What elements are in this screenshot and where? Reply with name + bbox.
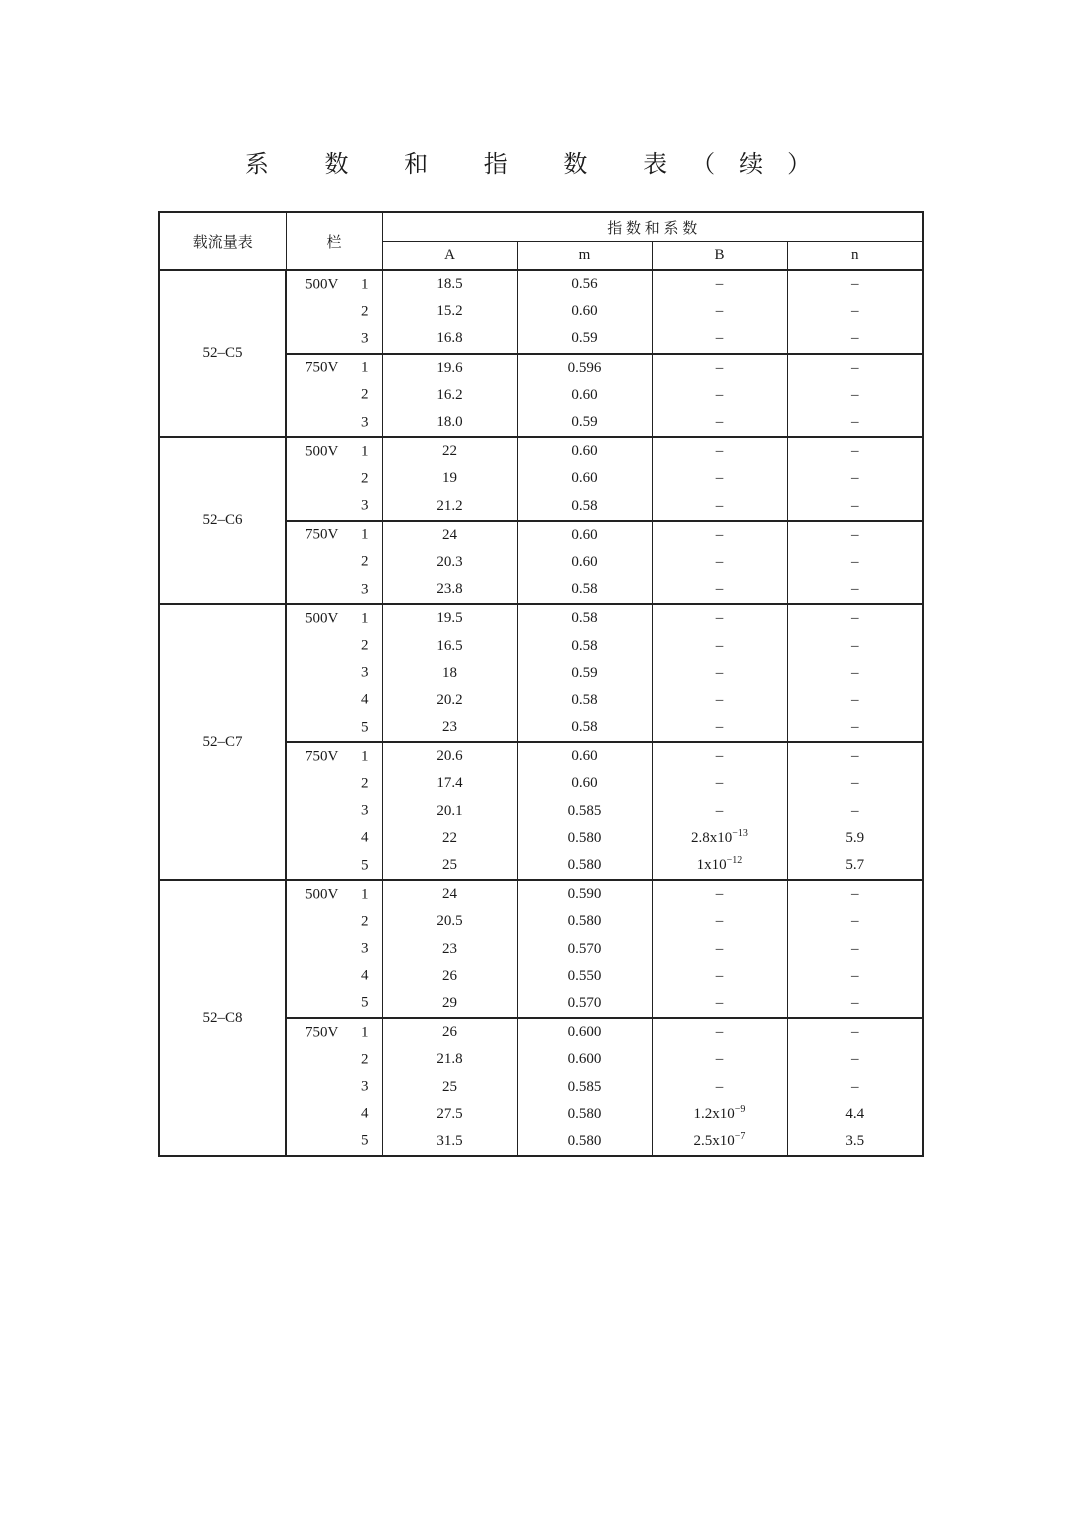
voltage-label: 500V — [305, 276, 339, 293]
value-a: 18 — [382, 660, 517, 687]
value-m: 0.596 — [517, 354, 652, 382]
value-n: 4.4 — [787, 1101, 923, 1128]
value-b — [652, 880, 787, 908]
value-a: 18.0 — [382, 409, 517, 437]
column-cell — [286, 325, 382, 353]
value-a: 25 — [382, 1073, 517, 1100]
value-m: 0.60 — [517, 521, 652, 549]
row-index: 1 — [361, 886, 369, 903]
value-b-mantissa: – — [715, 581, 724, 598]
value-b — [652, 325, 787, 353]
value-b — [652, 1018, 787, 1046]
voltage-label: 750V — [305, 1024, 339, 1041]
value-b — [652, 742, 787, 770]
value-b-mantissa: – — [715, 470, 724, 487]
header-n: n — [787, 242, 923, 271]
column-cell — [286, 604, 382, 632]
value-a: 29 — [382, 990, 517, 1018]
value-b — [652, 604, 787, 632]
value-m: 0.60 — [517, 770, 652, 797]
value-b-exponent: −9 — [734, 1103, 746, 1115]
value-a: 21.2 — [382, 493, 517, 521]
value-a: 23.8 — [382, 576, 517, 604]
value-b — [652, 687, 787, 714]
value-n: – — [787, 936, 923, 963]
value-n: – — [787, 493, 923, 521]
value-n: – — [787, 770, 923, 797]
column-cell — [286, 1128, 382, 1156]
column-cell — [286, 1018, 382, 1046]
voltage-label: 500V — [305, 443, 339, 460]
row-index: 2 — [361, 553, 369, 570]
value-a: 20.2 — [382, 687, 517, 714]
value-b-exponent: −12 — [726, 855, 743, 867]
row-index: 3 — [361, 581, 369, 598]
value-b — [652, 354, 787, 382]
column-cell — [286, 852, 382, 880]
value-n: 5.9 — [787, 825, 923, 852]
row-index: 2 — [361, 303, 369, 320]
column-cell — [286, 880, 382, 908]
value-a: 19 — [382, 465, 517, 492]
value-n: – — [787, 660, 923, 687]
value-b — [652, 936, 787, 963]
value-n: – — [787, 1018, 923, 1046]
row-index: 3 — [361, 802, 369, 819]
value-b — [652, 990, 787, 1018]
value-n: – — [787, 714, 923, 742]
column-cell — [286, 576, 382, 604]
value-a: 21.8 — [382, 1046, 517, 1073]
value-m: 0.585 — [517, 798, 652, 825]
value-b-mantissa: – — [715, 664, 724, 681]
value-b-mantissa: – — [715, 1078, 724, 1095]
voltage-label: 750V — [305, 359, 339, 376]
value-n: – — [787, 521, 923, 549]
voltage-label: 750V — [305, 748, 339, 765]
value-b-mantissa: – — [715, 276, 724, 293]
value-a: 16.8 — [382, 325, 517, 353]
value-m: 0.60 — [517, 549, 652, 576]
value-b — [652, 1046, 787, 1073]
value-b-mantissa: – — [715, 913, 724, 930]
value-b-mantissa: – — [715, 359, 724, 376]
value-b-mantissa: 1.2x10 — [693, 1105, 735, 1122]
row-index: 3 — [361, 1078, 369, 1095]
value-b-mantissa: 2.5x10 — [693, 1132, 735, 1149]
value-m: 0.56 — [517, 270, 652, 298]
table-row — [159, 437, 923, 465]
value-n: – — [787, 880, 923, 908]
model-cell: 52–C7 — [159, 604, 286, 880]
value-b-mantissa: – — [715, 775, 724, 792]
column-cell — [286, 687, 382, 714]
value-b — [652, 549, 787, 576]
value-b-mantissa: – — [715, 940, 724, 957]
value-b — [652, 770, 787, 797]
value-b-mantissa: – — [715, 967, 724, 984]
column-cell — [286, 382, 382, 409]
value-a: 15.2 — [382, 298, 517, 325]
value-m: 0.570 — [517, 990, 652, 1018]
value-a: 23 — [382, 936, 517, 963]
value-n: – — [787, 742, 923, 770]
value-m: 0.58 — [517, 576, 652, 604]
value-m: 0.60 — [517, 742, 652, 770]
value-n: – — [787, 409, 923, 437]
value-b — [652, 908, 787, 935]
row-index: 4 — [361, 691, 369, 708]
value-b — [652, 1101, 787, 1128]
row-index: 3 — [361, 330, 369, 347]
value-m: 0.58 — [517, 493, 652, 521]
value-b-mantissa: – — [715, 443, 724, 460]
row-index: 2 — [361, 1051, 369, 1068]
column-cell — [286, 521, 382, 549]
value-m: 0.60 — [517, 382, 652, 409]
value-b — [652, 576, 787, 604]
row-index: 5 — [361, 857, 369, 874]
column-cell — [286, 270, 382, 298]
model-cell: 52–C5 — [159, 270, 286, 437]
column-cell — [286, 1101, 382, 1128]
model-cell: 52–C6 — [159, 437, 286, 604]
value-b — [652, 660, 787, 687]
row-index: 2 — [361, 470, 369, 487]
value-n: – — [787, 908, 923, 935]
value-m: 0.600 — [517, 1046, 652, 1073]
row-index: 4 — [361, 829, 369, 846]
value-b-mantissa: – — [715, 526, 724, 543]
row-index: 5 — [361, 1132, 369, 1149]
row-index: 1 — [361, 443, 369, 460]
value-b — [652, 852, 787, 880]
column-cell — [286, 990, 382, 1018]
value-a: 26 — [382, 1018, 517, 1046]
value-b — [652, 963, 787, 990]
column-cell — [286, 770, 382, 797]
voltage-label: 750V — [305, 526, 339, 543]
value-n: – — [787, 687, 923, 714]
value-m: 0.60 — [517, 298, 652, 325]
row-index: 4 — [361, 1105, 369, 1122]
value-m: 0.590 — [517, 880, 652, 908]
value-b-mantissa: – — [715, 610, 724, 627]
column-cell — [286, 825, 382, 852]
value-a: 26 — [382, 963, 517, 990]
value-a: 18.5 — [382, 270, 517, 298]
value-n: – — [787, 549, 923, 576]
value-m: 0.580 — [517, 1101, 652, 1128]
value-m: 0.58 — [517, 632, 652, 659]
value-b-mantissa: – — [715, 330, 724, 347]
header-b: B — [652, 242, 787, 271]
value-n: – — [787, 465, 923, 492]
column-cell — [286, 1046, 382, 1073]
table-body — [159, 270, 923, 1156]
value-n: – — [787, 632, 923, 659]
value-m: 0.58 — [517, 604, 652, 632]
value-n: – — [787, 604, 923, 632]
value-a: 27.5 — [382, 1101, 517, 1128]
value-b — [652, 437, 787, 465]
value-b-mantissa: – — [715, 886, 724, 903]
column-cell — [286, 354, 382, 382]
value-a: 17.4 — [382, 770, 517, 797]
column-cell — [286, 908, 382, 935]
header-column: 栏 — [286, 212, 382, 270]
row-index: 1 — [361, 1024, 369, 1041]
column-cell — [286, 963, 382, 990]
header-table: 载流量表 — [159, 212, 286, 270]
column-cell — [286, 660, 382, 687]
value-n: – — [787, 963, 923, 990]
value-b-mantissa: – — [715, 802, 724, 819]
value-m: 0.58 — [517, 687, 652, 714]
value-a: 16.5 — [382, 632, 517, 659]
model-cell: 52–C8 — [159, 880, 286, 1156]
value-b-mantissa: – — [715, 691, 724, 708]
value-b-mantissa: – — [715, 386, 724, 403]
row-index: 5 — [361, 994, 369, 1011]
value-m: 0.59 — [517, 660, 652, 687]
value-a: 25 — [382, 852, 517, 880]
value-b — [652, 465, 787, 492]
value-m: 0.600 — [517, 1018, 652, 1046]
row-index: 1 — [361, 276, 369, 293]
value-n: – — [787, 576, 923, 604]
value-b-mantissa: – — [715, 994, 724, 1011]
value-a: 19.5 — [382, 604, 517, 632]
value-m: 0.59 — [517, 325, 652, 353]
column-cell — [286, 798, 382, 825]
coefficient-table — [158, 211, 924, 1157]
table-row — [159, 880, 923, 908]
value-b-mantissa: – — [715, 303, 724, 320]
row-index: 1 — [361, 359, 369, 376]
header-m: m — [517, 242, 652, 271]
value-a: 16.2 — [382, 382, 517, 409]
header-a: A — [382, 242, 517, 271]
row-index: 2 — [361, 386, 369, 403]
value-b-mantissa: – — [715, 497, 724, 514]
value-m: 0.580 — [517, 852, 652, 880]
value-b-mantissa: – — [715, 553, 724, 570]
value-b — [652, 493, 787, 521]
value-b — [652, 714, 787, 742]
value-b-exponent: −13 — [732, 827, 748, 839]
row-index: 2 — [361, 913, 369, 930]
value-a: 22 — [382, 825, 517, 852]
value-a: 24 — [382, 880, 517, 908]
value-n: – — [787, 354, 923, 382]
value-n: – — [787, 990, 923, 1018]
value-a: 20.3 — [382, 549, 517, 576]
column-cell — [286, 742, 382, 770]
value-n: – — [787, 298, 923, 325]
voltage-label: 500V — [305, 886, 339, 903]
value-a: 19.6 — [382, 354, 517, 382]
value-b — [652, 825, 787, 852]
row-index: 3 — [361, 497, 369, 514]
value-m: 0.550 — [517, 963, 652, 990]
column-cell — [286, 298, 382, 325]
value-b — [652, 270, 787, 298]
value-b — [652, 1073, 787, 1100]
value-m: 0.60 — [517, 437, 652, 465]
value-a: 22 — [382, 437, 517, 465]
value-a: 20.6 — [382, 742, 517, 770]
value-n: – — [787, 382, 923, 409]
value-m: 0.60 — [517, 465, 652, 492]
column-cell — [286, 632, 382, 659]
value-b-exponent: −7 — [734, 1130, 746, 1142]
value-b — [652, 632, 787, 659]
row-index: 1 — [361, 526, 369, 543]
value-a: 20.1 — [382, 798, 517, 825]
value-b-mantissa: – — [715, 414, 724, 431]
row-index: 2 — [361, 637, 369, 654]
row-index: 1 — [361, 748, 369, 765]
value-n: – — [787, 798, 923, 825]
page-title: 系 数 和 指 数 表（续） — [244, 150, 836, 178]
value-n: 5.7 — [787, 852, 923, 880]
column-cell — [286, 437, 382, 465]
table-row — [159, 604, 923, 632]
column-cell — [286, 1073, 382, 1100]
value-b-mantissa: – — [715, 748, 724, 765]
row-index: 3 — [361, 664, 369, 681]
value-b-mantissa: – — [715, 1051, 724, 1068]
voltage-label: 500V — [305, 610, 339, 627]
value-m: 0.580 — [517, 908, 652, 935]
table-row — [159, 270, 923, 298]
row-index: 3 — [361, 414, 369, 431]
value-b — [652, 798, 787, 825]
value-n: – — [787, 437, 923, 465]
value-n: – — [787, 325, 923, 353]
value-b-mantissa: – — [715, 637, 724, 654]
value-b-mantissa: – — [715, 719, 724, 736]
value-b-mantissa: 1x10 — [696, 857, 727, 874]
row-index: 5 — [361, 719, 369, 736]
header-group: 指 数 和 系 数 — [382, 212, 923, 242]
value-a: 23 — [382, 714, 517, 742]
value-a: 31.5 — [382, 1128, 517, 1156]
column-cell — [286, 493, 382, 521]
value-m: 0.580 — [517, 1128, 652, 1156]
column-cell — [286, 549, 382, 576]
row-index: 3 — [361, 940, 369, 957]
value-a: 24 — [382, 521, 517, 549]
value-b — [652, 409, 787, 437]
row-index: 4 — [361, 967, 369, 984]
column-cell — [286, 409, 382, 437]
value-m: 0.585 — [517, 1073, 652, 1100]
value-b-mantissa: 2.8x10 — [691, 829, 733, 846]
column-cell — [286, 714, 382, 742]
value-m: 0.59 — [517, 409, 652, 437]
value-b — [652, 298, 787, 325]
value-b — [652, 1128, 787, 1156]
value-b-mantissa: – — [715, 1024, 724, 1041]
value-b — [652, 521, 787, 549]
value-b — [652, 382, 787, 409]
value-n: – — [787, 1073, 923, 1100]
column-cell — [286, 936, 382, 963]
value-a: 20.5 — [382, 908, 517, 935]
value-m: 0.580 — [517, 825, 652, 852]
row-index: 1 — [361, 610, 369, 627]
value-m: 0.570 — [517, 936, 652, 963]
value-n: 3.5 — [787, 1128, 923, 1156]
value-n: – — [787, 270, 923, 298]
row-index: 2 — [361, 775, 369, 792]
value-n: – — [787, 1046, 923, 1073]
value-m: 0.58 — [517, 714, 652, 742]
column-cell — [286, 465, 382, 492]
